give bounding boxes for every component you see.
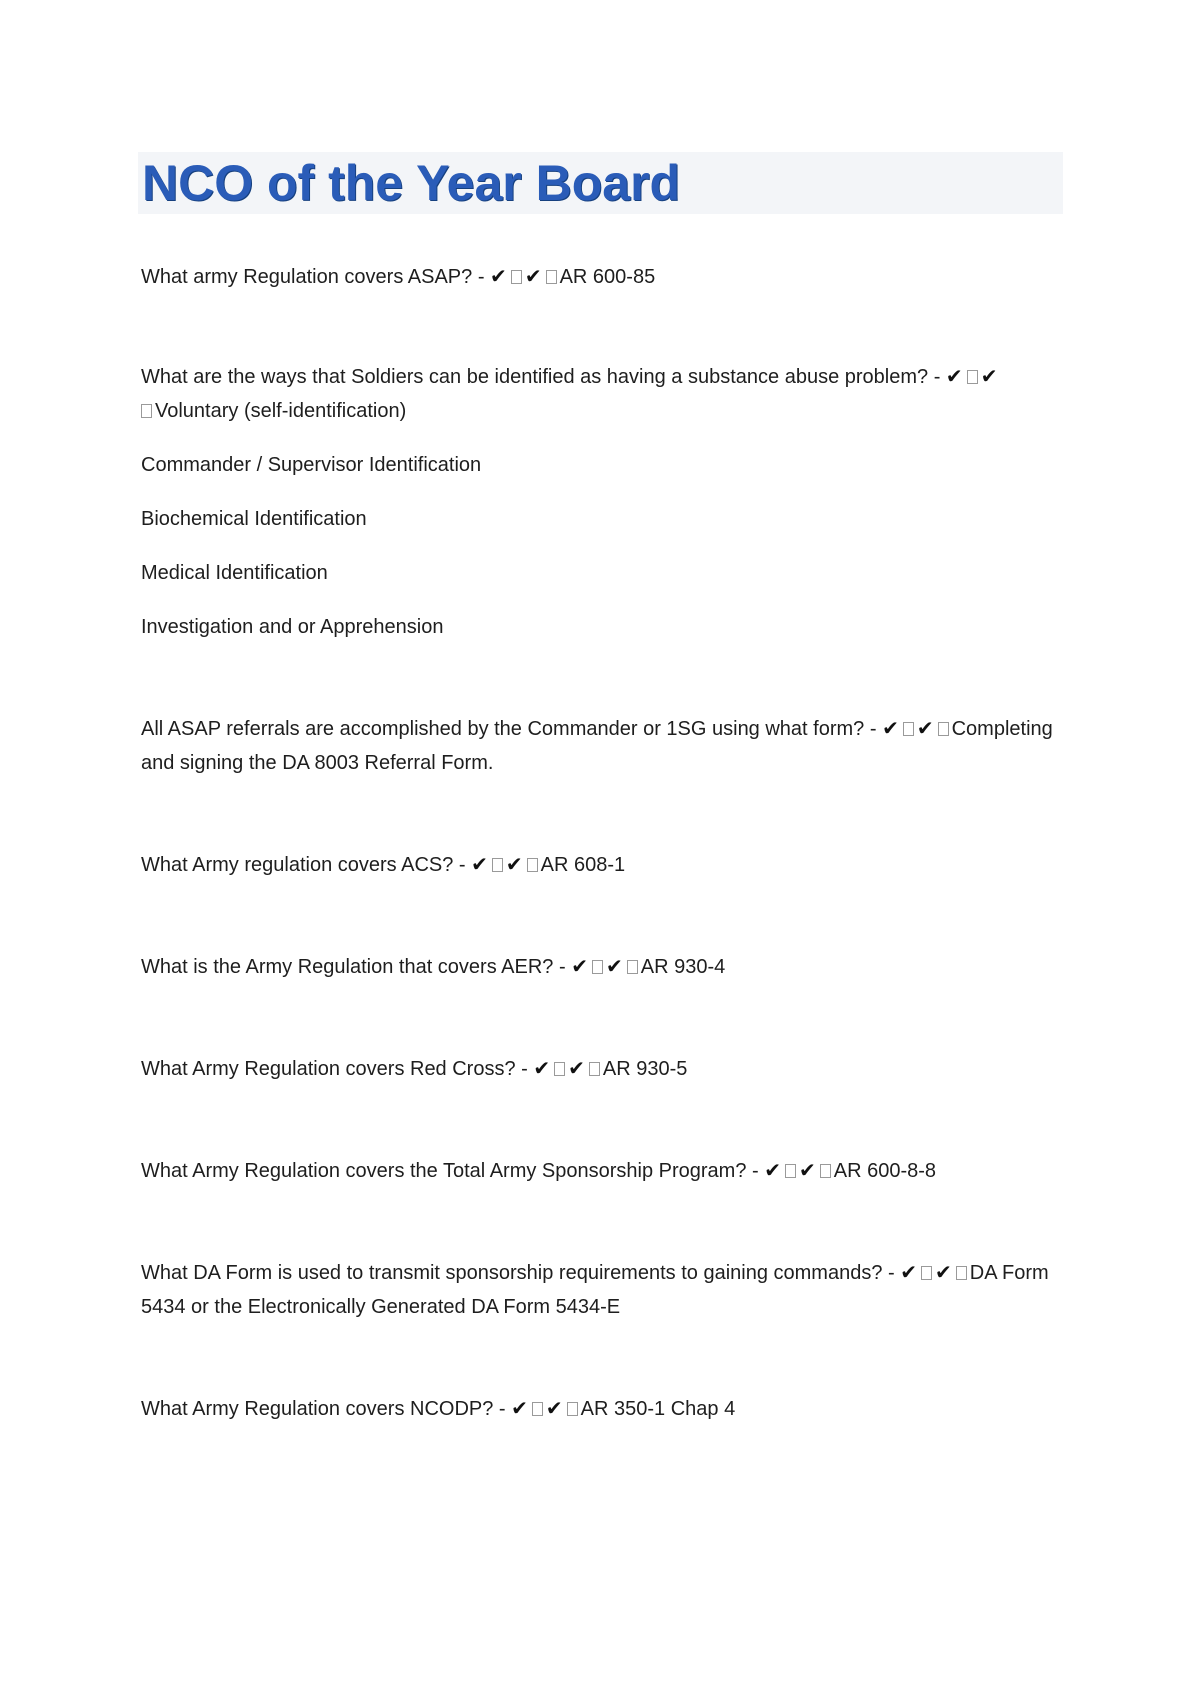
empty-box-icon — [938, 722, 949, 736]
question-text: What is the Army Regulation that covers AER? — [141, 956, 554, 978]
answer-text: DA Form 5434 or the Electronically Generated DA Form 5434-E — [141, 1262, 1049, 1318]
empty-box-icon — [956, 1266, 967, 1280]
empty-box-icon — [532, 1402, 543, 1416]
answer-text: AR 600-8-8 — [833, 1160, 937, 1182]
separator: - — [453, 854, 472, 876]
check-icon: ✔ — [511, 1398, 528, 1420]
check-icon: ✔ — [980, 366, 998, 388]
check-icon: ✔ — [524, 266, 542, 288]
answer-line: Commander / Supervisor Identification — [141, 454, 482, 476]
check-icon: ✔ — [764, 1160, 782, 1182]
question-text: What Army Regulation covers Red Cross? — [141, 1058, 516, 1080]
answer-text: Completing and signing the DA 8003 Referral Form. — [141, 718, 1053, 774]
check-icon: ✔ — [545, 1398, 563, 1420]
question-text: What Army Regulation covers NCODP? — [141, 1398, 494, 1420]
qa-item — [141, 1052, 1061, 1086]
check-icon: ✔ — [882, 718, 899, 740]
question-text: What Army Regulation covers the Total Army Sponsorship Program? — [141, 1160, 747, 1182]
empty-box-icon — [141, 404, 152, 418]
qa-item — [141, 360, 1061, 428]
answer-line: Investigation and or Apprehension — [141, 616, 444, 638]
answer-text: AR 600-85 — [559, 266, 656, 288]
empty-box-icon — [546, 270, 557, 284]
check-icon: ✔ — [945, 366, 963, 388]
check-icon: ✔ — [900, 1262, 917, 1284]
answer-text: AR 930-4 — [640, 956, 726, 978]
check-icon: ✔ — [799, 1160, 816, 1182]
answer-text: AR 608-1 — [540, 854, 626, 876]
question-text: What Army regulation covers ACS? — [141, 854, 454, 876]
question-text: What army Regulation covers ASAP? — [141, 266, 473, 288]
check-icon: ✔ — [934, 1262, 952, 1284]
answer-line: Medical Identification — [141, 562, 328, 584]
separator: - — [553, 956, 572, 978]
check-icon: ✔ — [533, 1058, 551, 1080]
answer-text: AR 350-1 Chap 4 — [580, 1398, 736, 1420]
answer-text: Voluntary (self-identification) — [155, 400, 407, 422]
check-icon: ✔ — [505, 854, 523, 876]
empty-box-icon — [785, 1164, 796, 1178]
qa-list — [141, 260, 1061, 1426]
qa-item — [141, 848, 1061, 882]
document-title: NCO of the Year Board — [142, 155, 681, 211]
empty-box-icon — [592, 960, 603, 974]
check-icon: ✔ — [490, 266, 507, 288]
separator: - — [746, 1160, 765, 1182]
empty-box-icon — [527, 858, 538, 872]
qa-item — [141, 1392, 1061, 1426]
empty-box-icon — [627, 960, 638, 974]
separator: - — [864, 718, 883, 740]
answer-text: AR 930-5 — [602, 1058, 688, 1080]
qa-item — [141, 260, 1061, 294]
qa-item — [141, 712, 1061, 780]
empty-box-icon — [554, 1062, 565, 1076]
check-icon: ✔ — [571, 956, 588, 978]
empty-box-icon — [921, 1266, 932, 1280]
empty-box-icon — [492, 858, 503, 872]
separator: - — [493, 1398, 512, 1420]
empty-box-icon — [820, 1164, 831, 1178]
empty-box-icon — [903, 722, 914, 736]
separator: - — [515, 1058, 534, 1080]
qa-item — [141, 1256, 1061, 1324]
empty-box-icon — [567, 1402, 578, 1416]
question-text: All ASAP referrals are accomplished by the Commander or 1SG using what form? — [141, 718, 865, 740]
qa-item — [141, 950, 1061, 984]
check-icon: ✔ — [568, 1058, 585, 1080]
check-icon: ✔ — [916, 718, 934, 740]
check-icon: ✔ — [471, 854, 488, 876]
check-icon: ✔ — [605, 956, 623, 978]
separator: - — [882, 1262, 901, 1284]
question-text: What are the ways that Soldiers can be identified as having a substance abuse problem? — [141, 366, 929, 388]
separator: - — [928, 366, 946, 388]
separator: - — [472, 266, 491, 288]
empty-box-icon — [967, 370, 978, 384]
question-text: What DA Form is used to transmit sponsorship requirements to gaining commands? — [141, 1262, 883, 1284]
empty-box-icon — [511, 270, 522, 284]
qa-item — [141, 1154, 1061, 1188]
empty-box-icon — [589, 1062, 600, 1076]
answer-line: Biochemical Identification — [141, 508, 367, 530]
